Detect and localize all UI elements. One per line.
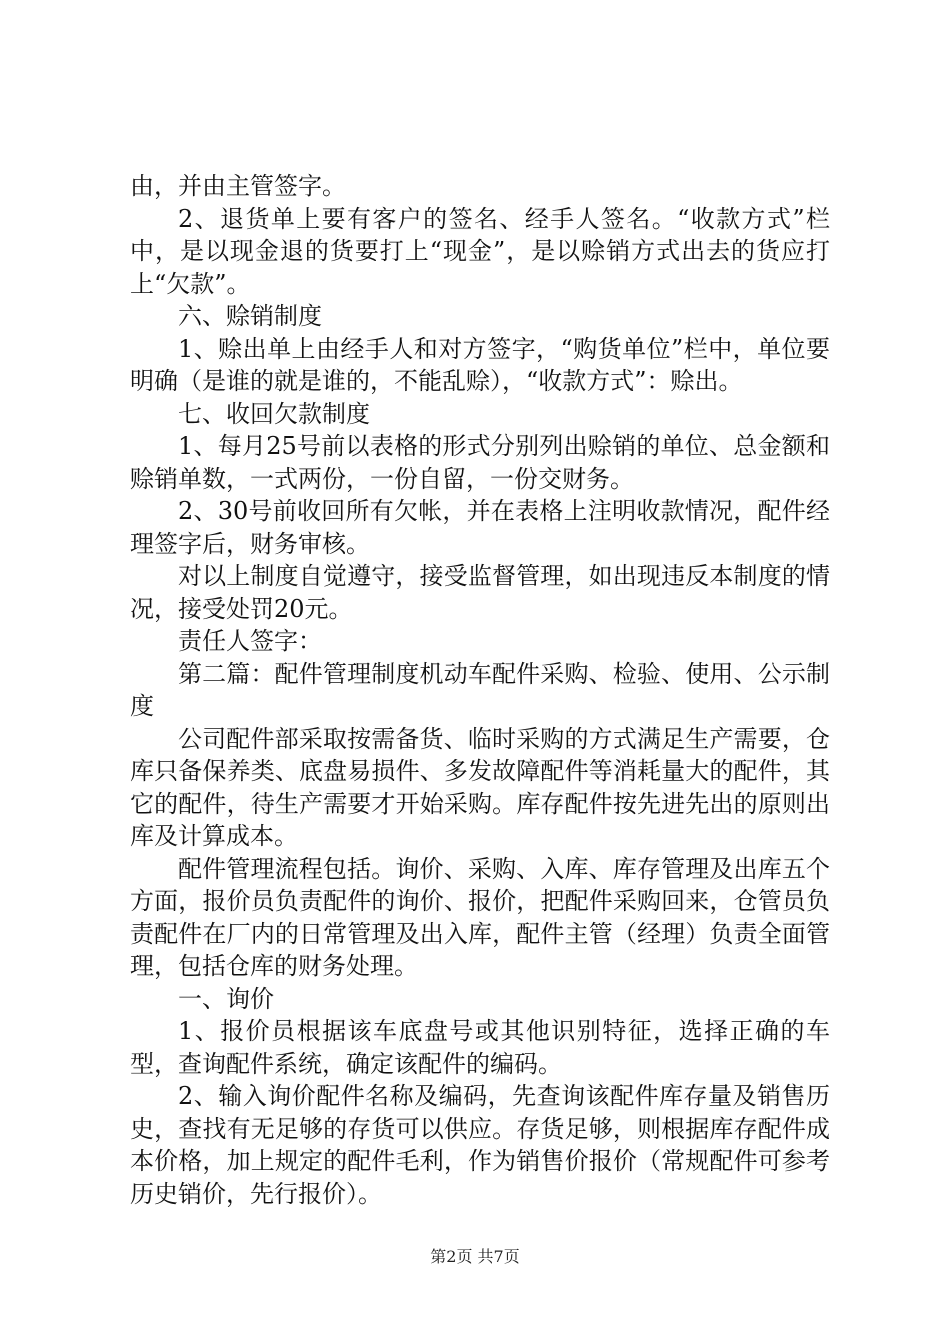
paragraph-6: 1、每月25号前以表格的形式分别列出赊销的单位、总金额和赊销单数，一式两份，一份自留，一份交财务。 xyxy=(130,432,830,493)
paragraph-7: 2、30号前收回所有欠帐，并在表格上注明收款情况，配件经理签字后，财务审核。 xyxy=(130,497,830,558)
paragraph-14: 1、报价员根据该车底盘号或其他识别特征，选择正确的车型，查询配件系统，确定该配件的编码。 xyxy=(130,1017,830,1078)
chapter-title: 第二篇：配件管理制度机动车配件采购、检验、使用、公示制度 xyxy=(130,659,830,720)
paragraph-2: 2、退货单上要有客户的签名、经手人签名。“收款方式”栏中，是以现金退的货要打上“现金”，是以赊销方式出去的货应打上“欠款”。 xyxy=(130,204,830,298)
document-body xyxy=(130,170,830,1210)
section-heading-1: 一、询价 xyxy=(178,984,274,1013)
paragraph-8: 对以上制度自觉遵守，接受监督管理，如出现违反本制度的情况，接受处罚20元。 xyxy=(130,562,830,623)
paragraph-11: 公司配件部采取按需备货、临时采购的方式满足生产需要，仓库只备保养类、底盘易损件、多发故障配件等消耗量大的配件，其它的配件，待生产需要才开始采购。库存配件按先进先出的原则出库及计算成本。 xyxy=(130,724,830,850)
signature-line: 责任人签字： xyxy=(178,627,322,655)
paragraph-12: 配件管理流程包括。询价、采购、入库、库存管理及出库五个方面，报价员负责配件的询价、报价，把配件采购回来，仓管员负责配件在厂内的日常管理及出入库，配件主管（经理）负责全面管理，包括仓库的财务处理。 xyxy=(130,854,830,980)
paragraph-4: 1、赊出单上由经手人和对方签字，“购货单位”栏中，单位要明确（是谁的就是谁的，不能乱赊），“收款方式”：赊出。 xyxy=(130,334,830,395)
page-footer: 第2页 共7页 xyxy=(430,1247,520,1266)
section-heading-6: 六、赊销制度 xyxy=(178,302,322,330)
paragraph-15: 2、输入询价配件名称及编码，先查询该配件库存量及销售历史，查找有无足够的存货可以供应。存货足够，则根据库存配件成本价格，加上规定的配件毛利，作为销售价报价（常规配件可参考历史销价，先行报价）。 xyxy=(130,1082,830,1208)
section-heading-7: 七、收回欠款制度 xyxy=(178,399,370,428)
paragraph-1: 由，并由主管签字。 xyxy=(130,172,346,200)
